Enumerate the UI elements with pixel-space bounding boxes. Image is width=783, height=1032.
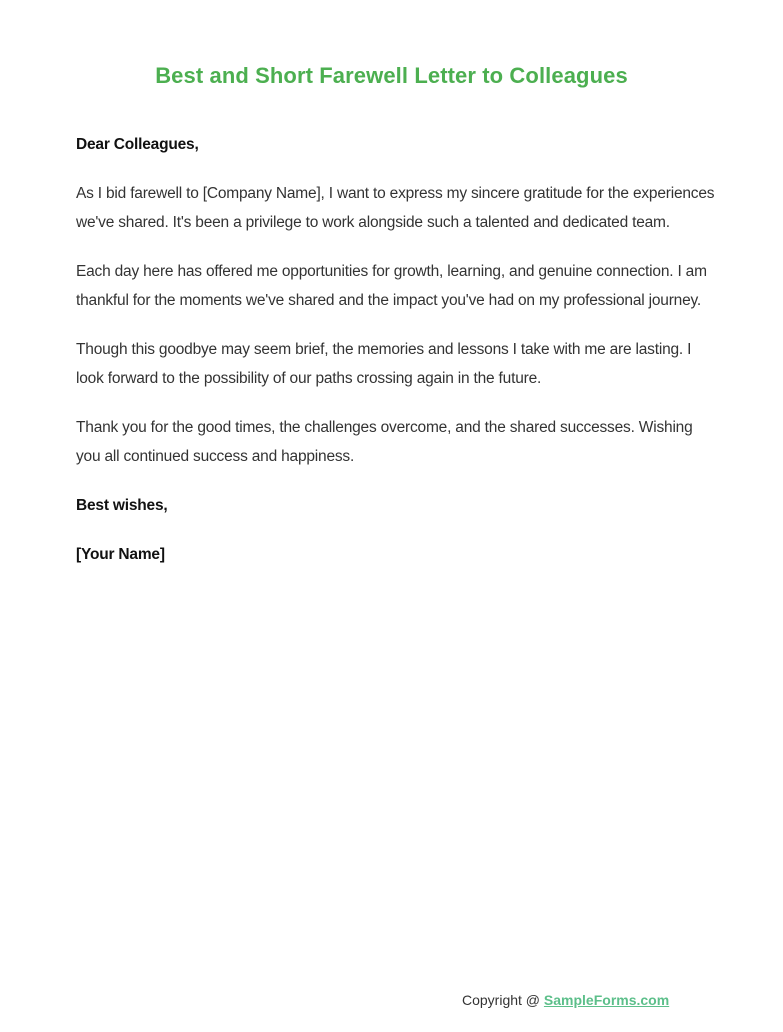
- salutation: Dear Colleagues,: [76, 136, 199, 153]
- copyright-footer: [462, 988, 669, 1012]
- signature: [Your Name]: [76, 546, 165, 563]
- closing: Best wishes,: [76, 497, 168, 514]
- letter-body: [76, 130, 716, 589]
- paragraph: Though this goodbye may seem brief, the memories and lessons I take with me are lasting. I look forward to the possibility of our paths crossing again in the future.: [76, 341, 692, 387]
- document-title: Best and Short Farewell Letter to Colleagues: [155, 63, 628, 88]
- paragraph: Thank you for the good times, the challenges overcome, and the shared successes. Wishing you all continued success and happiness.: [76, 419, 693, 465]
- brand-link[interactable]: SampleForms.com: [543, 992, 670, 1008]
- paragraph: Each day here has offered me opportunities for growth, learning, and genuine connection. I am thankful for the moments we've shared and the impact you've had on my professional journey.: [76, 263, 707, 309]
- paragraph: As I bid farewell to [Company Name], I want to express my sincere gratitude for the experiences we've shared. It's been a privilege to work alongside such a talented and dedicated team.: [76, 185, 715, 231]
- copyright-text: Copyright @: [462, 992, 544, 1008]
